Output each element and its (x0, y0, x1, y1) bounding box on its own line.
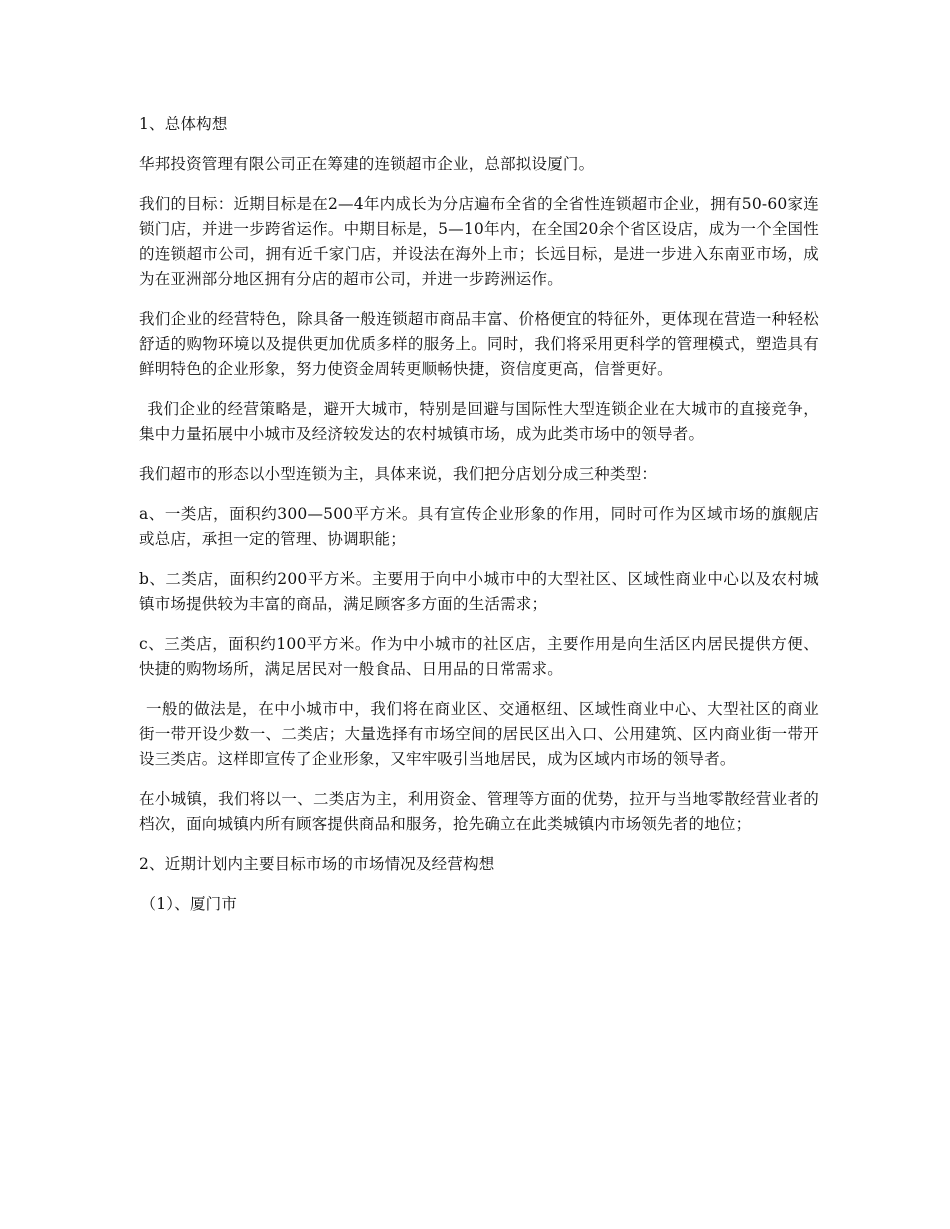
subsection-heading-xiamen: （1）、厦门市 (140, 895, 238, 913)
paragraph-company-intro: 华邦投资管理有限公司正在筹建的连锁超市企业，总部拟设厦门。 (139, 155, 595, 173)
list-item-store-type-c: c、三类店，面积约100平方米。作为中小城市的社区店，主要作用是向生活区内居民提供方便、快捷的购物场所，满足居民对一般食品、日用品的日常需求。 (139, 635, 819, 678)
list-item-store-type-a: a、一类店，面积约300—500平方米。具有宣传企业形象的作用，同时可作为区域市场的旗舰店或总店，承担一定的管理、协调职能； (139, 505, 819, 548)
paragraph-general-approach: 一般的做法是，在中小城市中，我们将在商业区、交通枢纽、区域性商业中心、大型社区的商业街一带开设少数一、二类店；大量选择有市场空间的居民区出入口、公用建筑、区内商业街一带开设三类店。这样即宣传了企业形象，又牢牢吸引当地居民，成为区域内市场的领导者。 (139, 700, 819, 768)
document-page (139, 112, 819, 932)
paragraph-business-strategy: 我们企业的经营策略是，避开大城市，特别是回避与国际性大型连锁企业在大城市的直接竞争，集中力量拓展中小城市及经济较发达的农村城镇市场，成为此类市场中的领导者。 (139, 400, 819, 443)
paragraph-small-towns: 在小城镇，我们将以一、二类店为主，利用资金、管理等方面的优势，拉开与当地零散经营业者的档次，面向城镇内所有顾客提供商品和服务，抢先确立在此类城镇内市场领先者的地位； (139, 790, 819, 833)
paragraph-store-format: 我们超市的形态以小型连锁为主，具体来说，我们把分店划分成三种类型： (139, 465, 658, 483)
section-heading-target-markets: 2、近期计划内主要目标市场的市场情况及经营构想 (139, 855, 495, 873)
paragraph-business-features: 我们企业的经营特色，除具备一般连锁超市商品丰富、价格便宜的特征外，更体现在营造一种轻松舒适的购物环境以及提供更加优质多样的服务上。同时，我们将采用更科学的管理模式，塑造具有鲜明特色的企业形象，努力使资金周转更顺畅快捷，资信度更高，信誉更好。 (139, 310, 819, 378)
list-item-store-type-b: b、二类店，面积约200平方米。主要用于向中小城市中的大型社区、区域性商业中心以及农村城镇市场提供较为丰富的商品，满足顾客多方面的生活需求； (139, 570, 819, 613)
paragraph-goals: 我们的目标：近期目标是在2—4年内成长为分店遍布全省的全省性连锁超市企业，拥有50-60家连锁门店，并进一步跨省运作。中期目标是，5—10年内，在全国20余个省区设店，成为一个全国性的连锁超市公司，拥有近千家门店，并设法在海外上市；长远目标，是进一步进入东南亚市场，成为在亚洲部分地区拥有分店的超市公司，并进一步跨洲运作。 (139, 195, 819, 288)
section-heading-overall-concept: 1、总体构想 (139, 115, 228, 133)
